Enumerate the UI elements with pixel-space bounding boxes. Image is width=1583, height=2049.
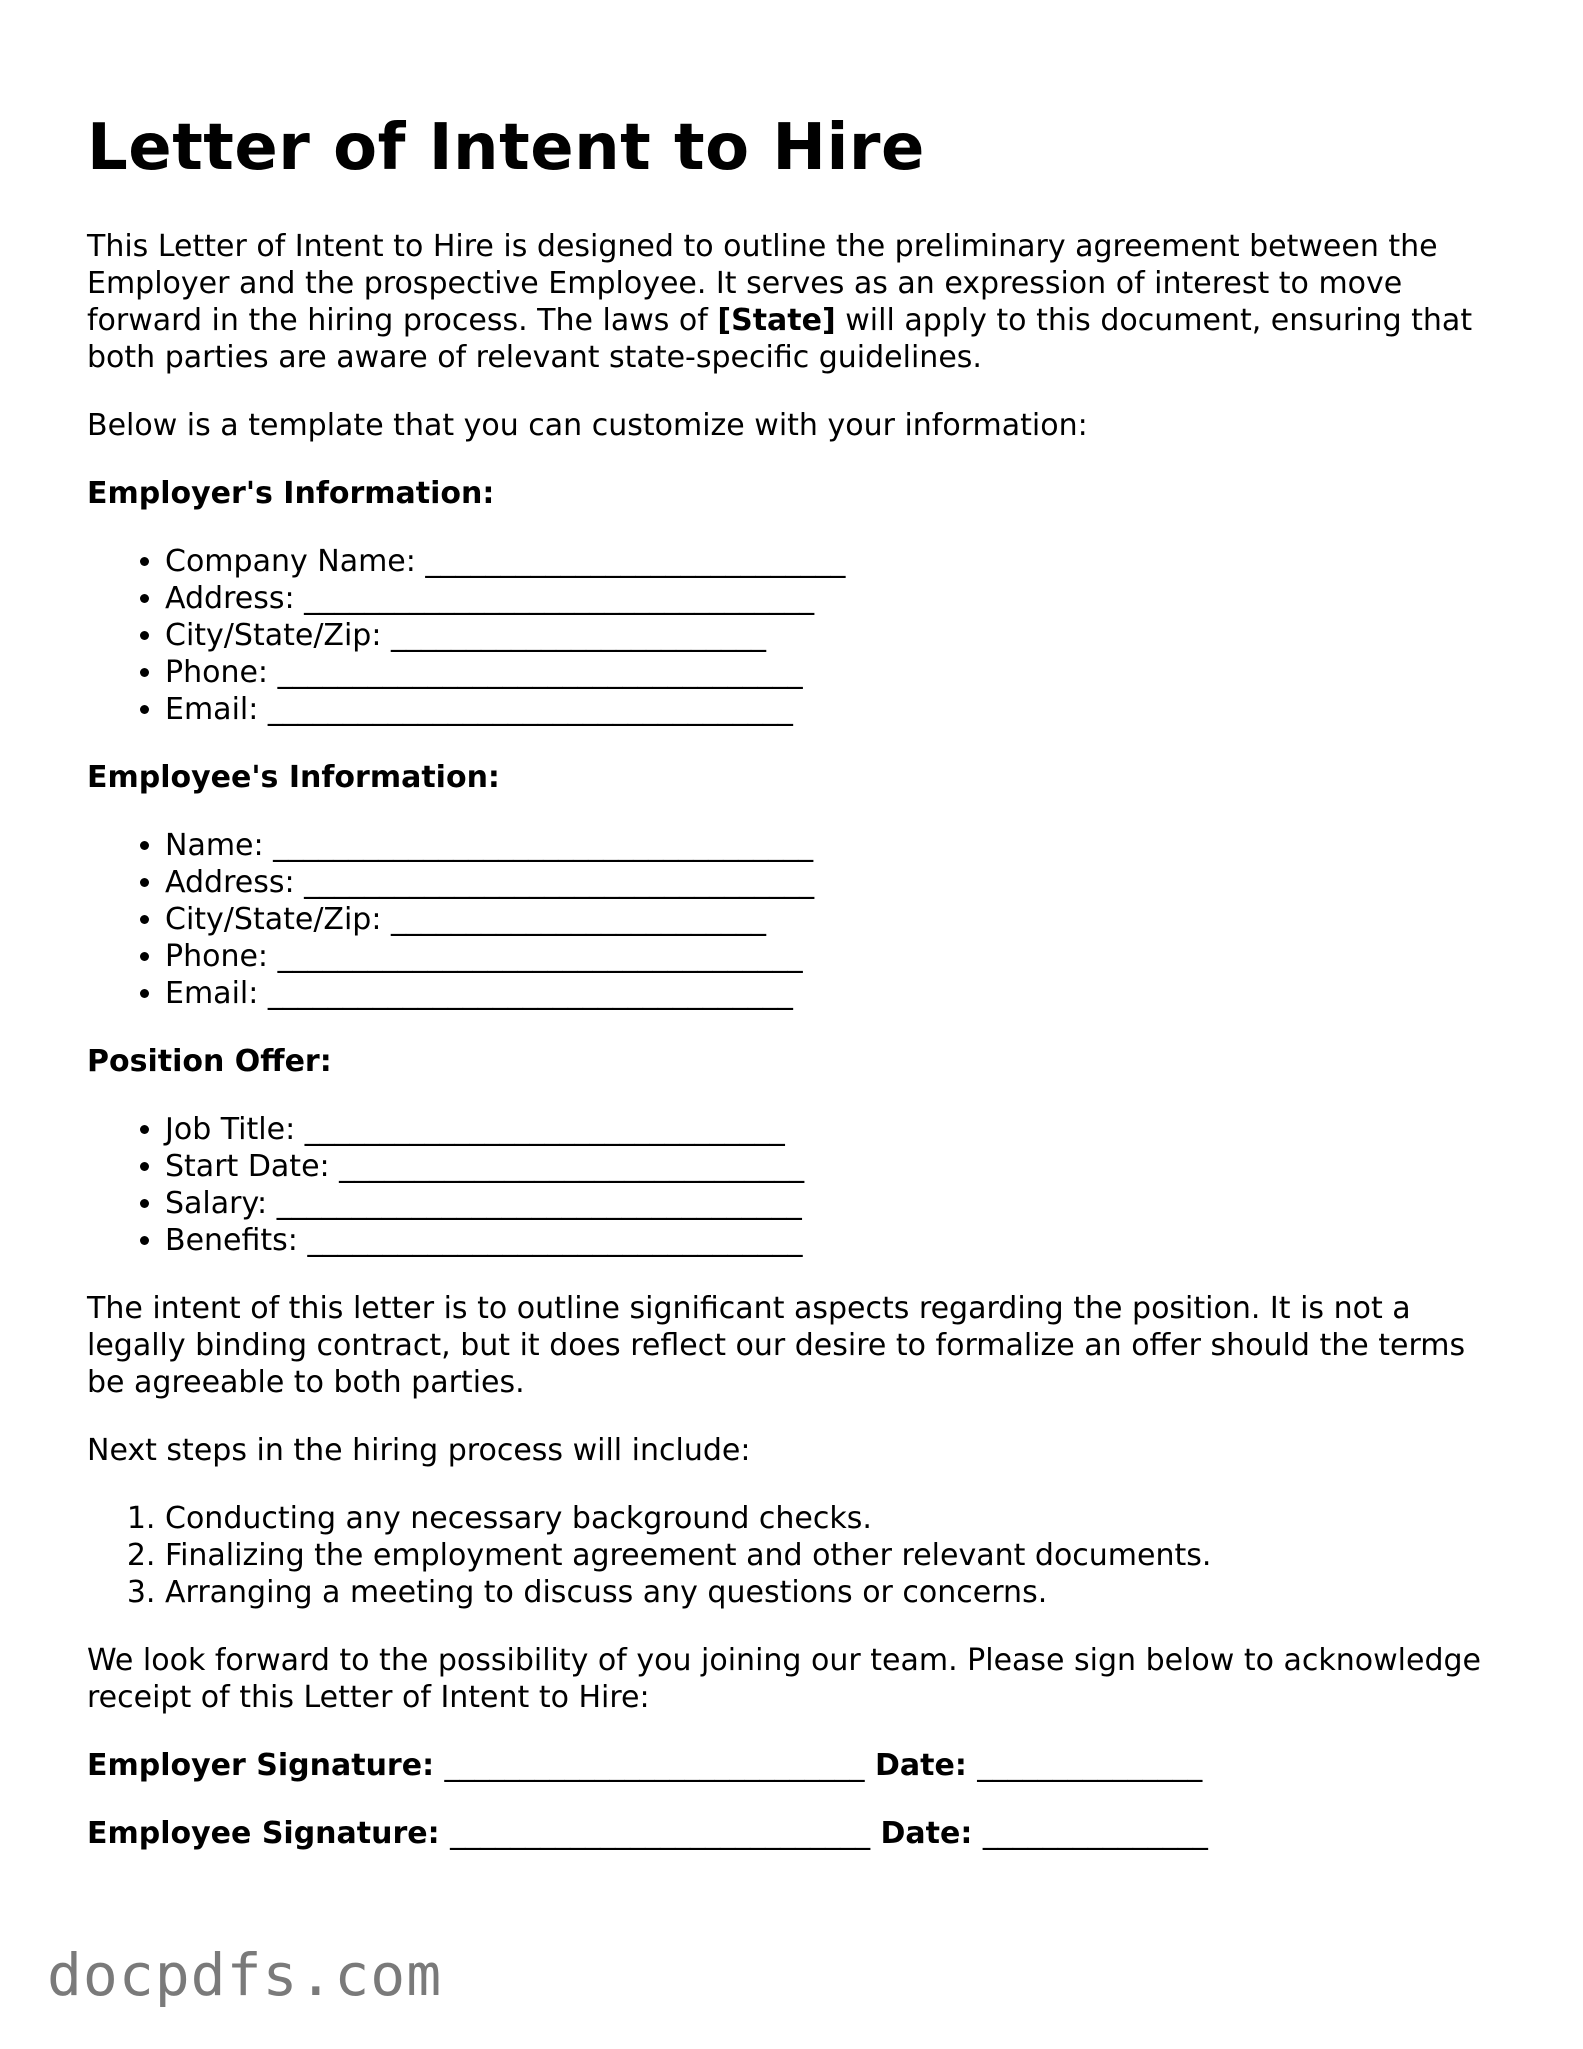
document-page bbox=[87, 108, 1507, 1883]
intro-paragraph bbox=[87, 228, 1507, 376]
employee-date-blank: _______________ bbox=[982, 1816, 1208, 1851]
employee-signature-label: Employee Signature: bbox=[87, 1816, 440, 1851]
intro-text-2: will apply to this document, ensuring that both parties are aware of relevant state-specific guidelines. bbox=[87, 303, 1473, 375]
employer-city-state-zip-field: • City/State/Zip: _________________________ bbox=[165, 617, 1507, 654]
employee-phone-field: • Phone: ___________________________________ bbox=[165, 938, 1507, 975]
position-offer-heading: Position Offer: bbox=[87, 1044, 332, 1079]
intent-paragraph: The intent of this letter is to outline significant aspects regarding the position. It is not a legally binding contract, but it does reflect our desire to formalize an offer should the terms be agreeable to both parties. bbox=[87, 1291, 1466, 1400]
template-note: Below is a template that you can customize with your information: bbox=[87, 408, 1088, 443]
intro-text-1: This Letter of Intent to Hire is designed to outline the preliminary agreement between the Employer and the prospective Employee. It serves as an expression of interest to move forward in the hiring process. The laws of bbox=[87, 229, 1438, 338]
employer-company-name-field: • Company Name: ____________________________ bbox=[165, 543, 1507, 580]
employee-date-label: Date: bbox=[880, 1816, 973, 1851]
employer-signature-label: Employer Signature: bbox=[87, 1748, 435, 1783]
state-placeholder: [State] bbox=[717, 303, 836, 338]
employee-info-heading: Employee's Information: bbox=[87, 760, 500, 795]
employer-signature-blank: ____________________________ bbox=[444, 1748, 865, 1783]
employer-address-field: • Address: __________________________________ bbox=[165, 580, 1507, 617]
employee-signature-line bbox=[87, 1815, 1507, 1852]
employee-city-state-zip-field: • City/State/Zip: _________________________ bbox=[165, 901, 1507, 938]
salary-field: • Salary: ___________________________________ bbox=[165, 1185, 1507, 1222]
job-title-field: • Job Title: ________________________________ bbox=[165, 1111, 1507, 1148]
employee-info-list bbox=[87, 827, 1507, 1012]
employer-email-field: • Email: ___________________________________ bbox=[165, 691, 1507, 728]
start-date-field: • Start Date: _______________________________ bbox=[165, 1148, 1507, 1185]
employer-info-list bbox=[87, 543, 1507, 728]
employer-signature-line bbox=[87, 1747, 1507, 1784]
next-step-item: 1. Conducting any necessary background checks. bbox=[165, 1500, 1507, 1537]
employer-phone-field: • Phone: ___________________________________ bbox=[165, 654, 1507, 691]
watermark-logo: docpdfs.com bbox=[47, 1941, 443, 2009]
next-step-item: 2. Finalizing the employment agreement and other relevant documents. bbox=[165, 1537, 1507, 1574]
employer-info-heading: Employer's Information: bbox=[87, 476, 495, 511]
employer-date-label: Date: bbox=[874, 1748, 967, 1783]
next-step-item: 3. Arranging a meeting to discuss any questions or concerns. bbox=[165, 1574, 1507, 1611]
next-steps-list bbox=[87, 1500, 1507, 1611]
next-steps-intro: Next steps in the hiring process will include: bbox=[87, 1433, 751, 1468]
closing-paragraph: We look forward to the possibility of you joining our team. Please sign below to acknowledge receipt of this Letter of Intent to Hire: bbox=[87, 1643, 1481, 1715]
employee-email-field: • Email: ___________________________________ bbox=[165, 975, 1507, 1012]
employee-signature-blank: ____________________________ bbox=[450, 1816, 871, 1851]
document-title: Letter of Intent to Hire bbox=[87, 111, 925, 185]
employee-name-field: • Name: ____________________________________ bbox=[165, 827, 1507, 864]
position-offer-list bbox=[87, 1111, 1507, 1259]
employee-address-field: • Address: __________________________________ bbox=[165, 864, 1507, 901]
employer-date-blank: _______________ bbox=[977, 1748, 1203, 1783]
benefits-field: • Benefits: _________________________________ bbox=[165, 1222, 1507, 1259]
